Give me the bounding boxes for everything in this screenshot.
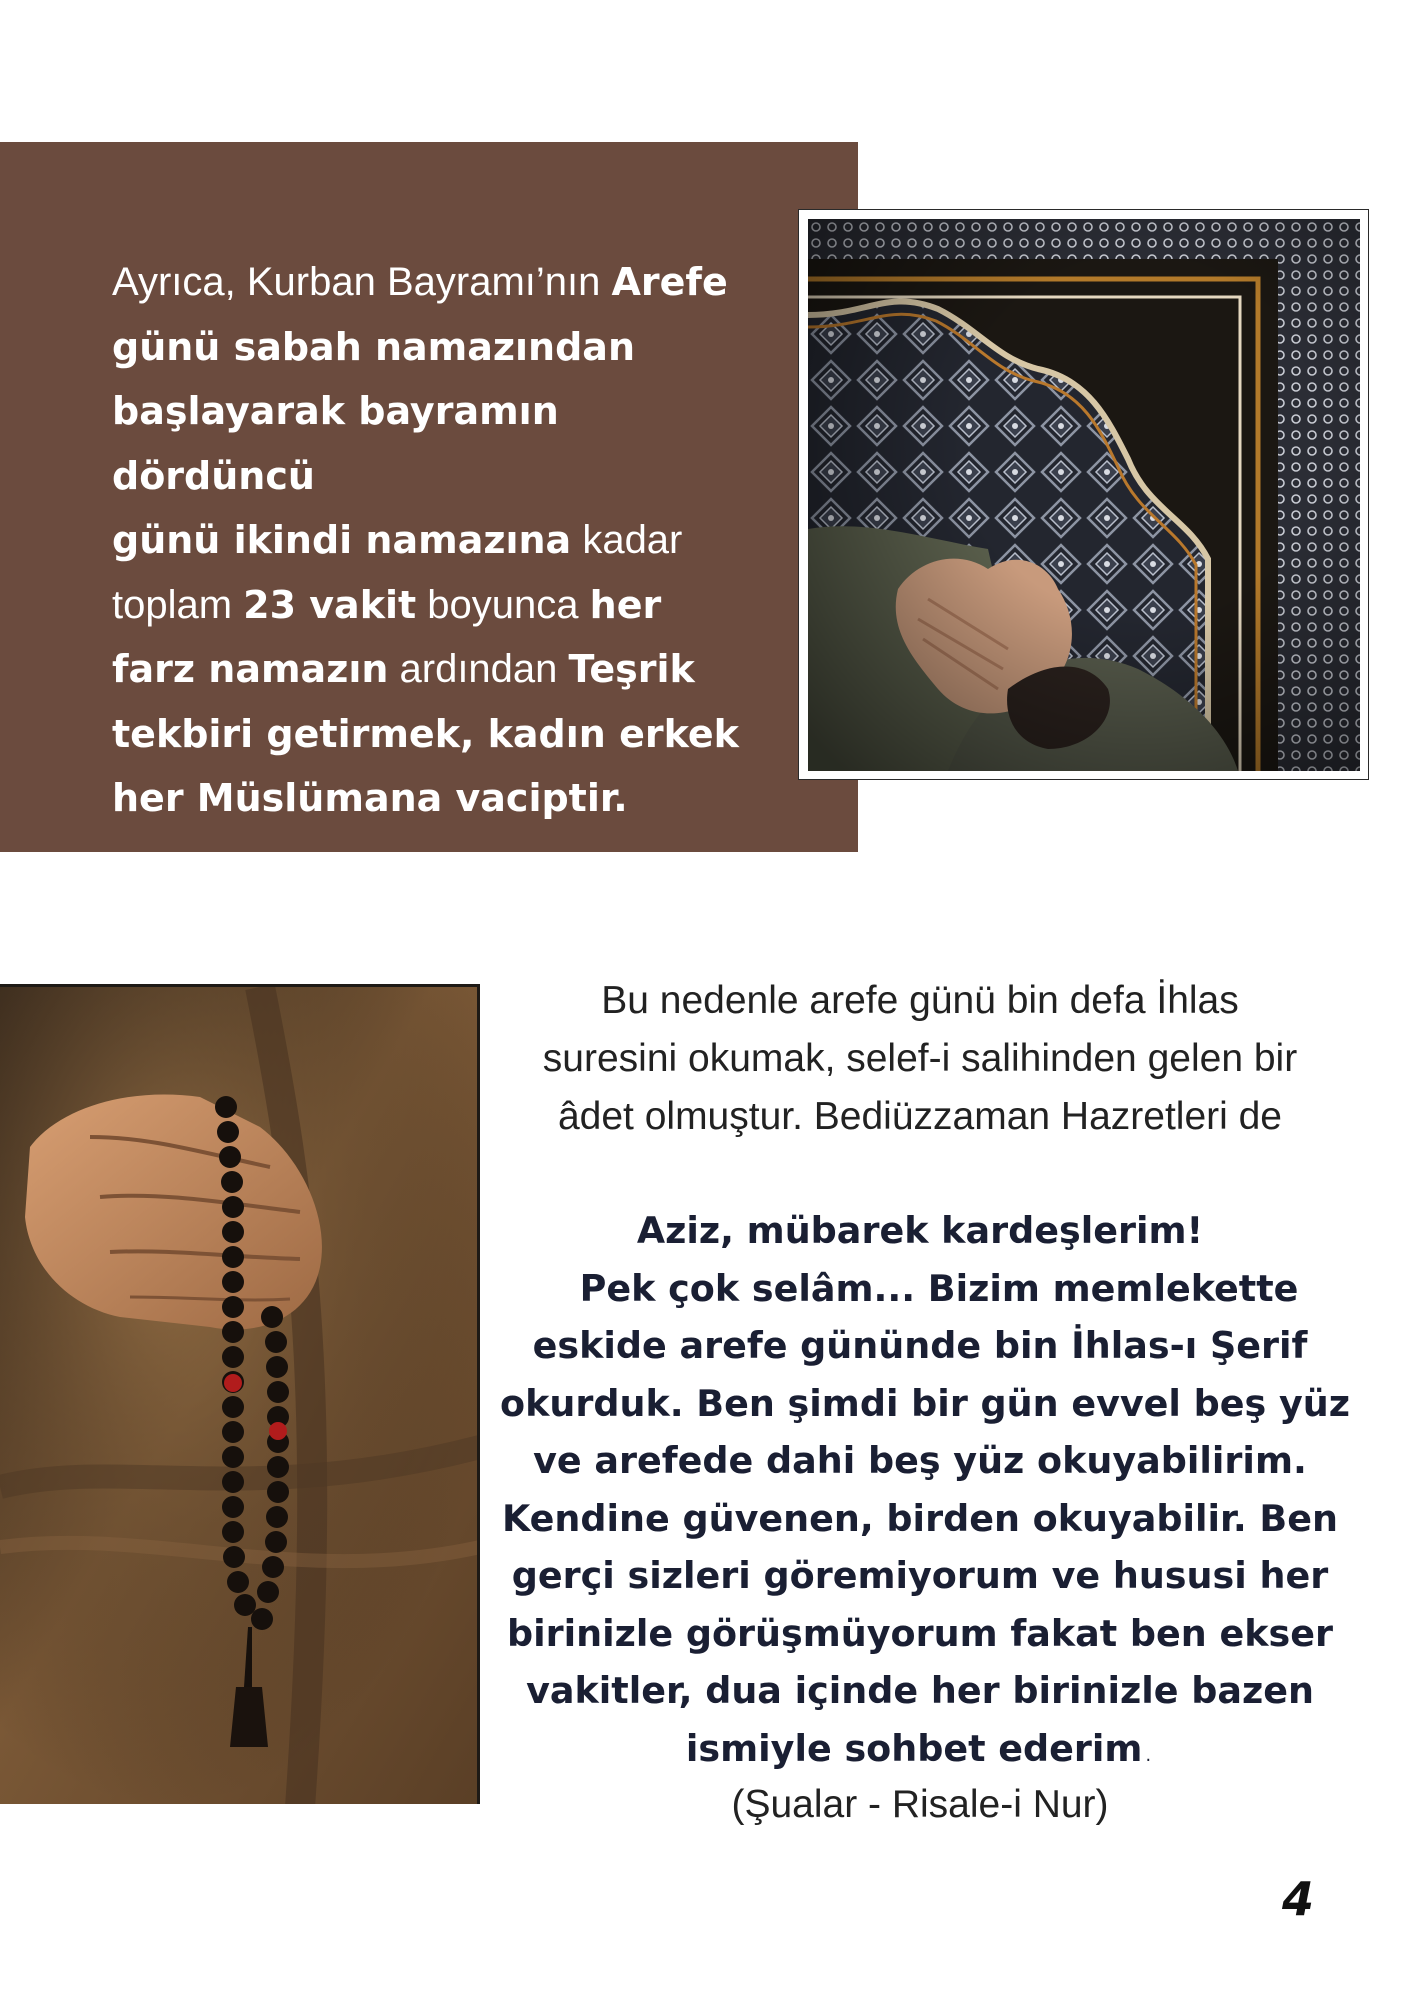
quote-line: Kendine güvenen, birden okuyabilir. Ben [502, 1496, 1338, 1540]
quote-line: okurduk. Ben şimdi bir gün evvel beş yüz [500, 1381, 1350, 1425]
bold-segment: her Müslümana vaciptir. [112, 776, 628, 820]
bold-segment: başlayarak bayramın dördüncü [112, 389, 559, 498]
bold-segment: tekbiri getirmek, kadın erkek [112, 711, 739, 756]
intro-line: suresini okumak, selef-i salihinden gelen bir [542, 1037, 1298, 1080]
intro-paragraph [500, 972, 1340, 1146]
prayer-beads-photo [0, 984, 480, 1804]
bold-segment: Arefe [611, 260, 728, 304]
bold-segment: günü ikindi namazına [112, 518, 572, 562]
quote-line: gerçi sizleri göremiyorum ve hususi her [511, 1554, 1329, 1597]
quote-line: vakitler, dua içinde her birinizle bazen [526, 1669, 1314, 1712]
text-segment: ardından [388, 647, 569, 691]
quote-line: ve arefede dahi beş yüz okuyabilirim. [533, 1439, 1307, 1482]
bold-segment: farz namazın [112, 647, 389, 691]
quote-line: eskide arefe gününde bin İhlas-ı Şerif [532, 1324, 1308, 1367]
quote-last-line: ismiyle sohbet ederim [685, 1726, 1143, 1770]
text-segment: toplam [112, 582, 244, 627]
text-segment: kadar [571, 518, 683, 562]
bold-segment: Teşrik [568, 647, 695, 691]
intro-line: âdet olmuştur. Bediüzzaman Hazretleri de [557, 1095, 1283, 1138]
top-paragraph [112, 250, 752, 831]
bold-segment: her [589, 582, 662, 627]
bold-segment: 23 vakit [243, 582, 417, 627]
page-number: 4 [1281, 1872, 1314, 1926]
quote-line: Aziz, mübarek kardeşlerim! [636, 1209, 1204, 1252]
bold-segment: günü sabah namazından [112, 324, 636, 369]
quote-line: birinizle görüşmüyorum fakat ben ekser [506, 1611, 1334, 1655]
quote-line: Pek çok selâm... Bizim memlekette [541, 1266, 1299, 1310]
quote-block [500, 1202, 1350, 1777]
prayer-rug-photo-frame [798, 209, 1369, 780]
intro-line: Bu nedenle arefe günü bin defa İhlas [601, 979, 1239, 1022]
quote-last-punct: . [1142, 1726, 1155, 1770]
prayer-rug-hand-image [808, 219, 1360, 771]
text-segment: boyunca [416, 582, 590, 627]
quote-source: (Şualar - Risale-i Nur) [731, 1783, 1109, 1826]
text-segment: Ayrıca, Kurban Bayramı’nın [112, 260, 612, 304]
